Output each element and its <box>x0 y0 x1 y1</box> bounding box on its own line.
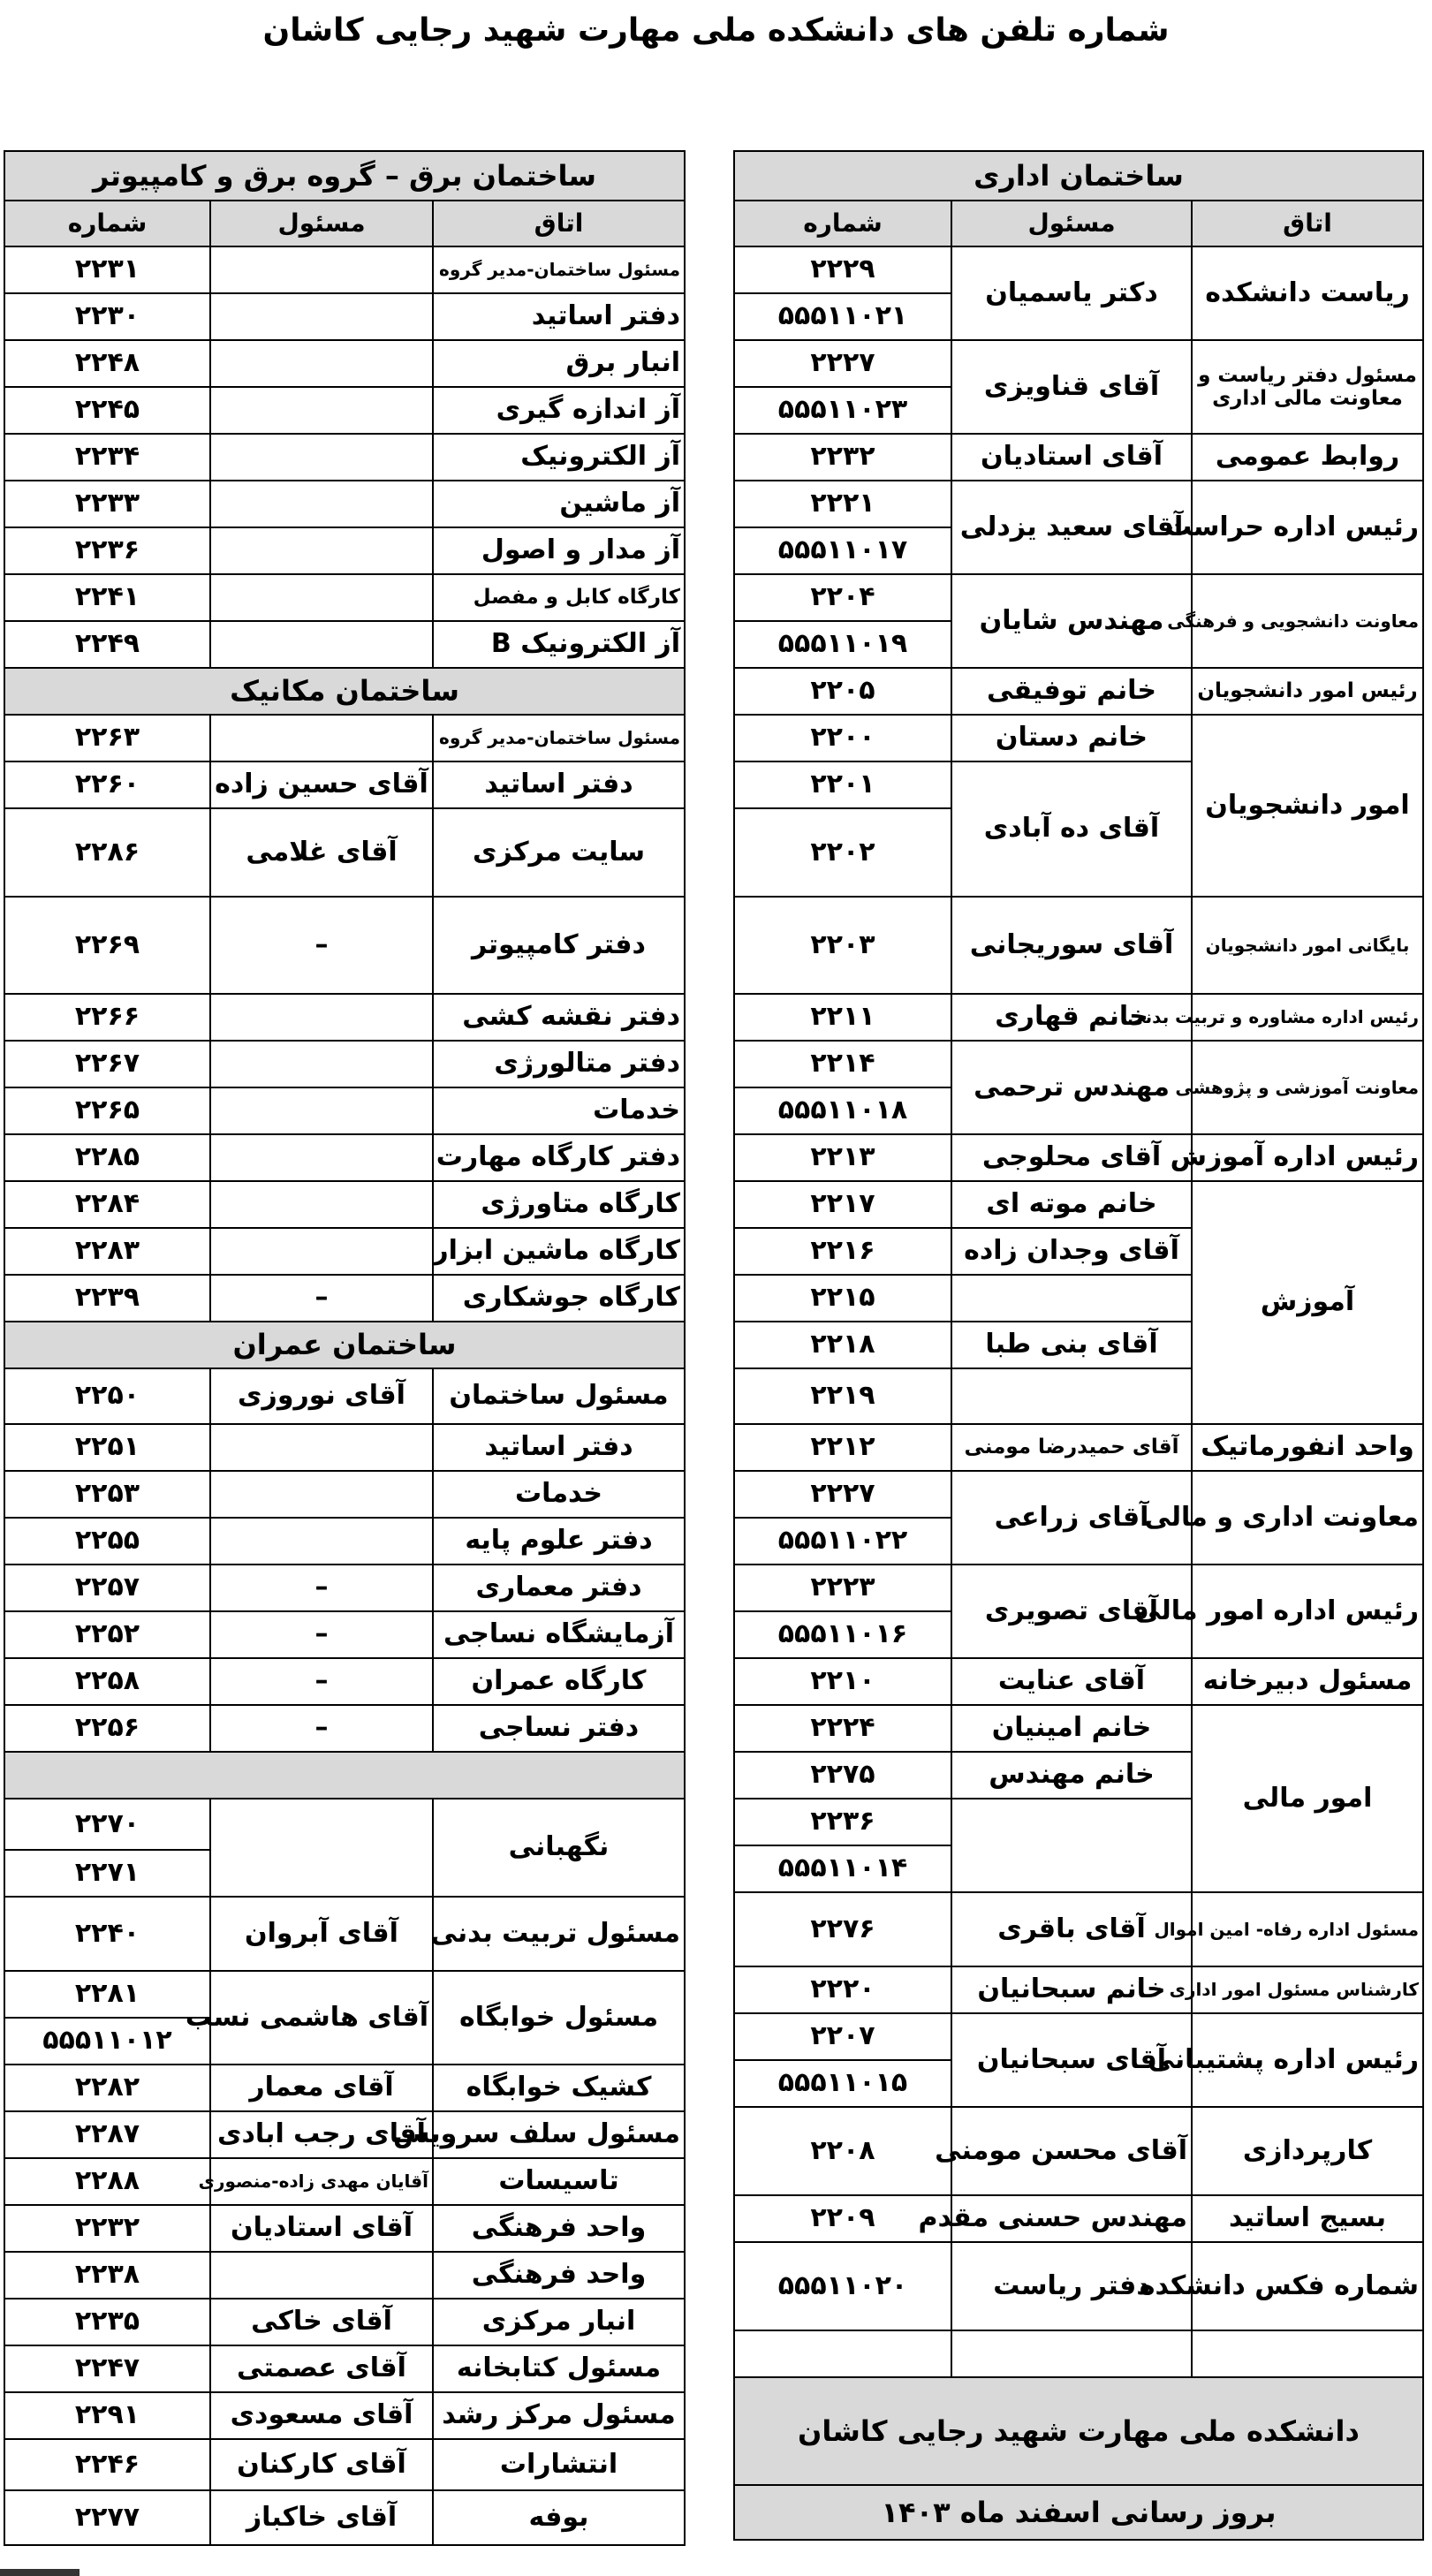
update-date: بروز رسانی اسفند ماه ۱۴۰۳ <box>734 2485 1423 2540</box>
phone-number: ۲۲۱۳ <box>734 1134 951 1181</box>
person-cell: آقای نوروزی <box>210 1368 433 1424</box>
room-cell: دفتر علوم پایه <box>433 1518 685 1565</box>
person-cell: آقای باقری <box>951 1892 1192 1966</box>
person-cell: – <box>210 1658 433 1705</box>
person-cell <box>210 2252 433 2299</box>
phone-number: ۲۲۱۶ <box>734 1228 951 1275</box>
phone-number: ۲۲۶۹ <box>4 897 210 994</box>
mechanical-section-title: ساختمان مکانیک <box>4 668 685 715</box>
person-cell: آقای استادیان <box>951 434 1192 481</box>
person-cell: آقای ده آبادی <box>951 761 1192 897</box>
person-cell: آقای حمیدرضا مومنی <box>951 1424 1192 1471</box>
room-cell: دفتر متالورژی <box>433 1041 685 1087</box>
person-cell: – <box>210 1705 433 1752</box>
phone-number: ۲۲۵۷ <box>4 1565 210 1611</box>
phone-number: ۲۲۷۷ <box>4 2490 210 2545</box>
room-cell: مسئول کتابخانه <box>433 2345 685 2392</box>
header-room: اتاق <box>1192 201 1423 246</box>
phone-number: ۲۲۵۳ <box>4 1471 210 1518</box>
phone-number: ۲۲۸۸ <box>4 2158 210 2205</box>
person-cell <box>210 481 433 527</box>
room-cell: واحد انفورماتیک <box>1192 1424 1423 1471</box>
room-cell: مسئول ساختمان-مدیر گروه <box>433 246 685 293</box>
person-cell: آقای تصویری <box>951 1565 1192 1658</box>
phone-number: ۲۲۳۴ <box>4 434 210 481</box>
room-cell: دفتر اساتید <box>433 761 685 808</box>
phone-number: ۲۲۴۱ <box>4 574 210 621</box>
room-cell: کارپردازی <box>1192 2107 1423 2195</box>
phone-number: ۲۲۸۶ <box>4 808 210 897</box>
room-cell: معاونت دانشجویی و فرهنگی <box>1192 574 1423 668</box>
phone-number: ۲۲۳۶ <box>734 1799 951 1845</box>
person-cell: – <box>210 1565 433 1611</box>
person-cell: آقای غلامی <box>210 808 433 897</box>
phone-number: ۲۲۵۵ <box>4 1518 210 1565</box>
room-cell: رئیس اداره حراست <box>1192 481 1423 574</box>
phone-number: ۲۲۳۲ <box>4 2205 210 2252</box>
person-cell: مهندس ترحمی <box>951 1041 1192 1134</box>
room-cell: رئیس امور دانشجویان <box>1192 668 1423 715</box>
phone-number: ۵۵۵۱۱۰۱۹ <box>734 621 951 668</box>
room-cell: شماره فکس دانشکده <box>1192 2242 1423 2330</box>
admin-phone-table <box>733 150 1424 2541</box>
room-cell: مسئول اداره رفاه- امین اموال <box>1192 1892 1423 1966</box>
phone-number: ۲۲۱۸ <box>734 1322 951 1368</box>
person-cell: خانم قهاری <box>951 994 1192 1041</box>
person-cell: – <box>210 1275 433 1322</box>
room-cell: معاونت آموزشی و پژوهشی <box>1192 1041 1423 1134</box>
phone-number: ۲۲۷۵ <box>734 1752 951 1799</box>
phone-number: ۲۲۳۹ <box>4 1275 210 1322</box>
phone-number: ۵۵۵۱۱۰۲۲ <box>734 1518 951 1565</box>
person-cell: خانم مهندس <box>951 1752 1192 1799</box>
person-cell: آقای استادیان <box>210 2205 433 2252</box>
phone-number: ۲۲۹۱ <box>4 2392 210 2439</box>
person-cell: آقای بنی طبا <box>951 1322 1192 1368</box>
phone-number: ۲۲۴۵ <box>4 387 210 434</box>
room-cell: آز الکترونیک <box>433 434 685 481</box>
phone-number: ۵۵۵۱۱۰۲۳ <box>734 387 951 434</box>
room-cell: رئیس اداره مشاوره و تربیت بدنی <box>1192 994 1423 1041</box>
phone-number: ۲۲۵۱ <box>4 1424 210 1471</box>
person-cell: آقای قناویزی <box>951 340 1192 434</box>
room-cell: بسیج اساتید <box>1192 2195 1423 2242</box>
phone-number: ۲۲۷۰ <box>4 1799 210 1850</box>
room-cell: مسئول سلف سرویس <box>433 2111 685 2158</box>
phone-number: ۲۲۸۱ <box>4 1971 210 2018</box>
phone-number: ۵۵۵۱۱۰۱۲ <box>4 2018 210 2065</box>
header-number: شماره <box>4 201 210 246</box>
phone-number: ۲۲۸۳ <box>4 1228 210 1275</box>
person-cell: خانم امینیان <box>951 1705 1192 1752</box>
electrical-section-title: ساختمان برق – گروه برق و کامپیوتر <box>4 151 685 201</box>
room-cell: کارگاه ماشین ابزار <box>433 1228 685 1275</box>
person-cell: آقایان مهدی زاده-منصوری <box>210 2158 433 2205</box>
room-cell: آز مدار و اصول <box>433 527 685 574</box>
blank-section-bar <box>4 1752 685 1799</box>
room-cell: دفتر نساجی <box>433 1705 685 1752</box>
phone-number: ۲۲۱۲ <box>734 1424 951 1471</box>
phone-number: ۲۲۷۱ <box>4 1850 210 1897</box>
room-cell: دفتر معماری <box>433 1565 685 1611</box>
phone-number: ۲۲۵۸ <box>4 1658 210 1705</box>
phone-number: ۲۲۴۷ <box>4 2345 210 2392</box>
technical-phone-table <box>4 150 686 2546</box>
person-cell: آقای محلوجی <box>951 1134 1192 1181</box>
room-cell: کارگاه جوشکاری <box>433 1275 685 1322</box>
empty-cell <box>734 2330 951 2377</box>
room-cell: کارگاه کابل و مفصل <box>433 574 685 621</box>
room-cell: سایت مرکزی <box>433 808 685 897</box>
person-cell: آقای سعید یزدلی <box>951 481 1192 574</box>
header-room: اتاق <box>433 201 685 246</box>
phone-number: ۲۲۰۹ <box>734 2195 951 2242</box>
room-cell: واحد فرهنگی <box>433 2205 685 2252</box>
person-cell <box>951 1368 1192 1424</box>
phone-number: ۲۲۴۶ <box>4 2439 210 2490</box>
person-cell <box>210 1424 433 1471</box>
phone-number: ۲۲۳۲ <box>734 434 951 481</box>
person-cell <box>210 293 433 340</box>
person-cell: خانم توفیقی <box>951 668 1192 715</box>
person-cell <box>210 1471 433 1518</box>
room-cell: روابط عمومی <box>1192 434 1423 481</box>
phone-number: ۲۲۱۹ <box>734 1368 951 1424</box>
civil-section-title: ساختمان عمران <box>4 1322 685 1368</box>
admin-section-title: ساختمان اداری <box>734 151 1423 201</box>
person-cell: آقای هاشمی نسب <box>210 1971 433 2065</box>
room-cell: مسئول تربیت بدنی <box>433 1897 685 1971</box>
person-cell: آقای خاکی <box>210 2299 433 2345</box>
person-cell: آقای وجدان زاده <box>951 1228 1192 1275</box>
person-cell <box>951 1799 1192 1892</box>
person-cell: خانم سبحانیان <box>951 1966 1192 2013</box>
person-cell <box>210 1041 433 1087</box>
room-cell: کارشناس مسئول امور اداری <box>1192 1966 1423 2013</box>
person-cell <box>210 340 433 387</box>
person-cell <box>210 1087 433 1134</box>
person-cell: آقای عصمتی <box>210 2345 433 2392</box>
header-person: مسئول <box>210 201 433 246</box>
person-cell: آقای حسین زاده <box>210 761 433 808</box>
phone-number: ۲۲۵۶ <box>4 1705 210 1752</box>
phone-number: ۲۲۴۸ <box>4 340 210 387</box>
room-cell: مسئول دبیرخانه <box>1192 1658 1423 1705</box>
room-cell: دفتر کارگاه مهارت <box>433 1134 685 1181</box>
person-cell <box>210 1799 433 1897</box>
room-cell: امور مالی <box>1192 1705 1423 1892</box>
phone-number: ۲۲۲۷ <box>734 340 951 387</box>
phone-number: ۲۲۶۳ <box>4 715 210 761</box>
person-cell: دکتر یاسمیان <box>951 246 1192 340</box>
phone-number: ۲۲۰۷ <box>734 2013 951 2060</box>
phone-number: ۲۲۲۴ <box>734 1705 951 1752</box>
room-cell: معاونت اداری و مالی <box>1192 1471 1423 1565</box>
phone-number: ۲۲۸۲ <box>4 2065 210 2111</box>
phone-number: ۵۵۵۱۱۰۱۵ <box>734 2060 951 2107</box>
person-cell: آقای رجب ابادی <box>210 2111 433 2158</box>
phone-number: ۵۵۵۱۱۰۱۷ <box>734 527 951 574</box>
person-cell: آقای معمار <box>210 2065 433 2111</box>
person-cell: خانم دستان <box>951 715 1192 761</box>
phone-number: ۲۲۶۵ <box>4 1087 210 1134</box>
person-cell <box>951 1275 1192 1322</box>
room-cell: دفتر کامپیوتر <box>433 897 685 994</box>
page-title: شماره تلفن های دانشکده ملی مهارت شهید رجایی کاشان <box>262 12 1170 49</box>
phone-number: ۵۵۵۱۱۰۲۰ <box>734 2242 951 2330</box>
person-cell <box>210 994 433 1041</box>
phone-number: ۲۲۱۵ <box>734 1275 951 1322</box>
room-cell: آموزش <box>1192 1181 1423 1424</box>
phone-number: ۲۲۲۰ <box>734 1966 951 2013</box>
room-cell: رئیس اداره پشتیبانی <box>1192 2013 1423 2107</box>
room-cell: کارگاه عمران <box>433 1658 685 1705</box>
phone-number: ۲۲۶۷ <box>4 1041 210 1087</box>
phone-number: ۲۲۵۰ <box>4 1368 210 1424</box>
header-person: مسئول <box>951 201 1192 246</box>
phone-number: ۲۲۸۵ <box>4 1134 210 1181</box>
room-cell: مسئول ساختمان <box>433 1368 685 1424</box>
phone-number: ۲۲۳۸ <box>4 2252 210 2299</box>
room-cell: امور دانشجویان <box>1192 715 1423 897</box>
phone-number: ۲۲۱۰ <box>734 1658 951 1705</box>
phone-number: ۲۲۲۳ <box>734 1565 951 1611</box>
phone-number: ۲۲۳۱ <box>4 246 210 293</box>
phone-number: ۲۲۱۴ <box>734 1041 951 1087</box>
room-cell: انبار مرکزی <box>433 2299 685 2345</box>
person-cell: آقای خاکباز <box>210 2490 433 2545</box>
person-cell <box>210 387 433 434</box>
institution-name: دانشکده ملی مهارت شهید رجایی کاشان <box>734 2377 1423 2485</box>
phone-number: ۲۲۳۳ <box>4 481 210 527</box>
room-cell: ریاست دانشکده <box>1192 246 1423 340</box>
phone-number: ۵۵۵۱۱۰۱۶ <box>734 1611 951 1658</box>
room-cell: دفتر اساتید <box>433 1424 685 1471</box>
room-cell: خدمات <box>433 1471 685 1518</box>
room-cell: آز الکترونیک B <box>433 621 685 668</box>
person-cell: آقای کارکنان <box>210 2439 433 2490</box>
room-cell: رئیس اداره امور مالی <box>1192 1565 1423 1658</box>
phone-number: ۲۲۵۲ <box>4 1611 210 1658</box>
phone-number: ۵۵۵۱۱۰۲۱ <box>734 293 951 340</box>
room-cell: مسئول مرکز رشد <box>433 2392 685 2439</box>
person-cell: مهندس حسنی مقدم <box>951 2195 1192 2242</box>
person-cell: آقای مسعودی <box>210 2392 433 2439</box>
person-cell <box>210 1518 433 1565</box>
room-cell: واحد فرهنگی <box>433 2252 685 2299</box>
phone-number: ۲۲۰۱ <box>734 761 951 808</box>
room-cell: انبار برق <box>433 340 685 387</box>
phone-number: ۲۲۰۴ <box>734 574 951 621</box>
person-cell: – <box>210 897 433 994</box>
phone-number: ۲۲۴۹ <box>4 621 210 668</box>
person-cell: مهندس شایان <box>951 574 1192 668</box>
phone-number: ۲۲۰۲ <box>734 808 951 897</box>
phone-number: ۲۲۶۰ <box>4 761 210 808</box>
phone-number: ۲۲۷۶ <box>734 1892 951 1966</box>
room-cell: نگهبانی <box>433 1799 685 1897</box>
room-cell: تاسیسات <box>433 2158 685 2205</box>
room-cell: آزمایشگاه نساجی <box>433 1611 685 1658</box>
room-cell: دفتر نقشه کشی <box>433 994 685 1041</box>
header-number: شماره <box>734 201 951 246</box>
person-cell: آقای عنایت <box>951 1658 1192 1705</box>
watermark-bar <box>0 2569 80 2576</box>
phone-number: ۵۵۵۱۱۰۱۸ <box>734 1087 951 1134</box>
empty-cell <box>951 2330 1192 2377</box>
person-cell: آقای سبحانیان <box>951 2013 1192 2107</box>
person-cell: خانم موته ای <box>951 1181 1192 1228</box>
phone-number: ۲۲۶۶ <box>4 994 210 1041</box>
phone-number: ۲۲۰۵ <box>734 668 951 715</box>
room-cell: بایگانی امور دانشجویان <box>1192 897 1423 994</box>
person-cell <box>210 715 433 761</box>
room-cell: مسئول خوابگاه <box>433 1971 685 2065</box>
phone-number: ۲۲۲۹ <box>734 246 951 293</box>
phone-number: ۲۲۸۷ <box>4 2111 210 2158</box>
room-cell: خدمات <box>433 1087 685 1134</box>
person-cell: دفتر ریاست <box>951 2242 1192 2330</box>
room-cell: بوفه <box>433 2490 685 2545</box>
phone-number: ۲۲۳۶ <box>4 527 210 574</box>
phone-number: ۲۲۰۰ <box>734 715 951 761</box>
room-cell: رئیس اداره آموزش <box>1192 1134 1423 1181</box>
phone-number: ۲۲۰۳ <box>734 897 951 994</box>
person-cell <box>210 527 433 574</box>
person-cell: آقای زراعی <box>951 1471 1192 1565</box>
phone-number: ۲۲۳۵ <box>4 2299 210 2345</box>
person-cell <box>210 434 433 481</box>
room-cell: کشیک خوابگاه <box>433 2065 685 2111</box>
phone-number: ۵۵۵۱۱۰۱۴ <box>734 1845 951 1892</box>
phone-number: ۲۲۲۱ <box>734 481 951 527</box>
person-cell: آقای آبروان <box>210 1897 433 1971</box>
person-cell: آقای محسن مومنی <box>951 2107 1192 2195</box>
room-cell: آز ماشین <box>433 481 685 527</box>
person-cell: آقای سوریجانی <box>951 897 1192 994</box>
room-cell: دفتر اساتید <box>433 293 685 340</box>
phone-number: ۲۲۱۷ <box>734 1181 951 1228</box>
person-cell <box>210 574 433 621</box>
person-cell <box>210 1181 433 1228</box>
phone-number: ۲۲۳۰ <box>4 293 210 340</box>
phone-number: ۲۲۲۷ <box>734 1471 951 1518</box>
room-cell: مسئول ساختمان-مدیر گروه <box>433 715 685 761</box>
person-cell <box>210 1134 433 1181</box>
room-cell: کارگاه متاورژی <box>433 1181 685 1228</box>
phone-number: ۲۲۱۱ <box>734 994 951 1041</box>
person-cell <box>210 1228 433 1275</box>
room-cell: مسئول دفتر ریاست و معاونت مالی اداری <box>1192 340 1423 434</box>
person-cell <box>210 246 433 293</box>
room-cell: آز اندازه گیری <box>433 387 685 434</box>
person-cell <box>210 621 433 668</box>
room-cell: انتشارات <box>433 2439 685 2490</box>
empty-cell <box>1192 2330 1423 2377</box>
phone-number: ۲۲۰۸ <box>734 2107 951 2195</box>
person-cell: – <box>210 1611 433 1658</box>
phone-number: ۲۲۴۰ <box>4 1897 210 1971</box>
phone-number: ۲۲۸۴ <box>4 1181 210 1228</box>
